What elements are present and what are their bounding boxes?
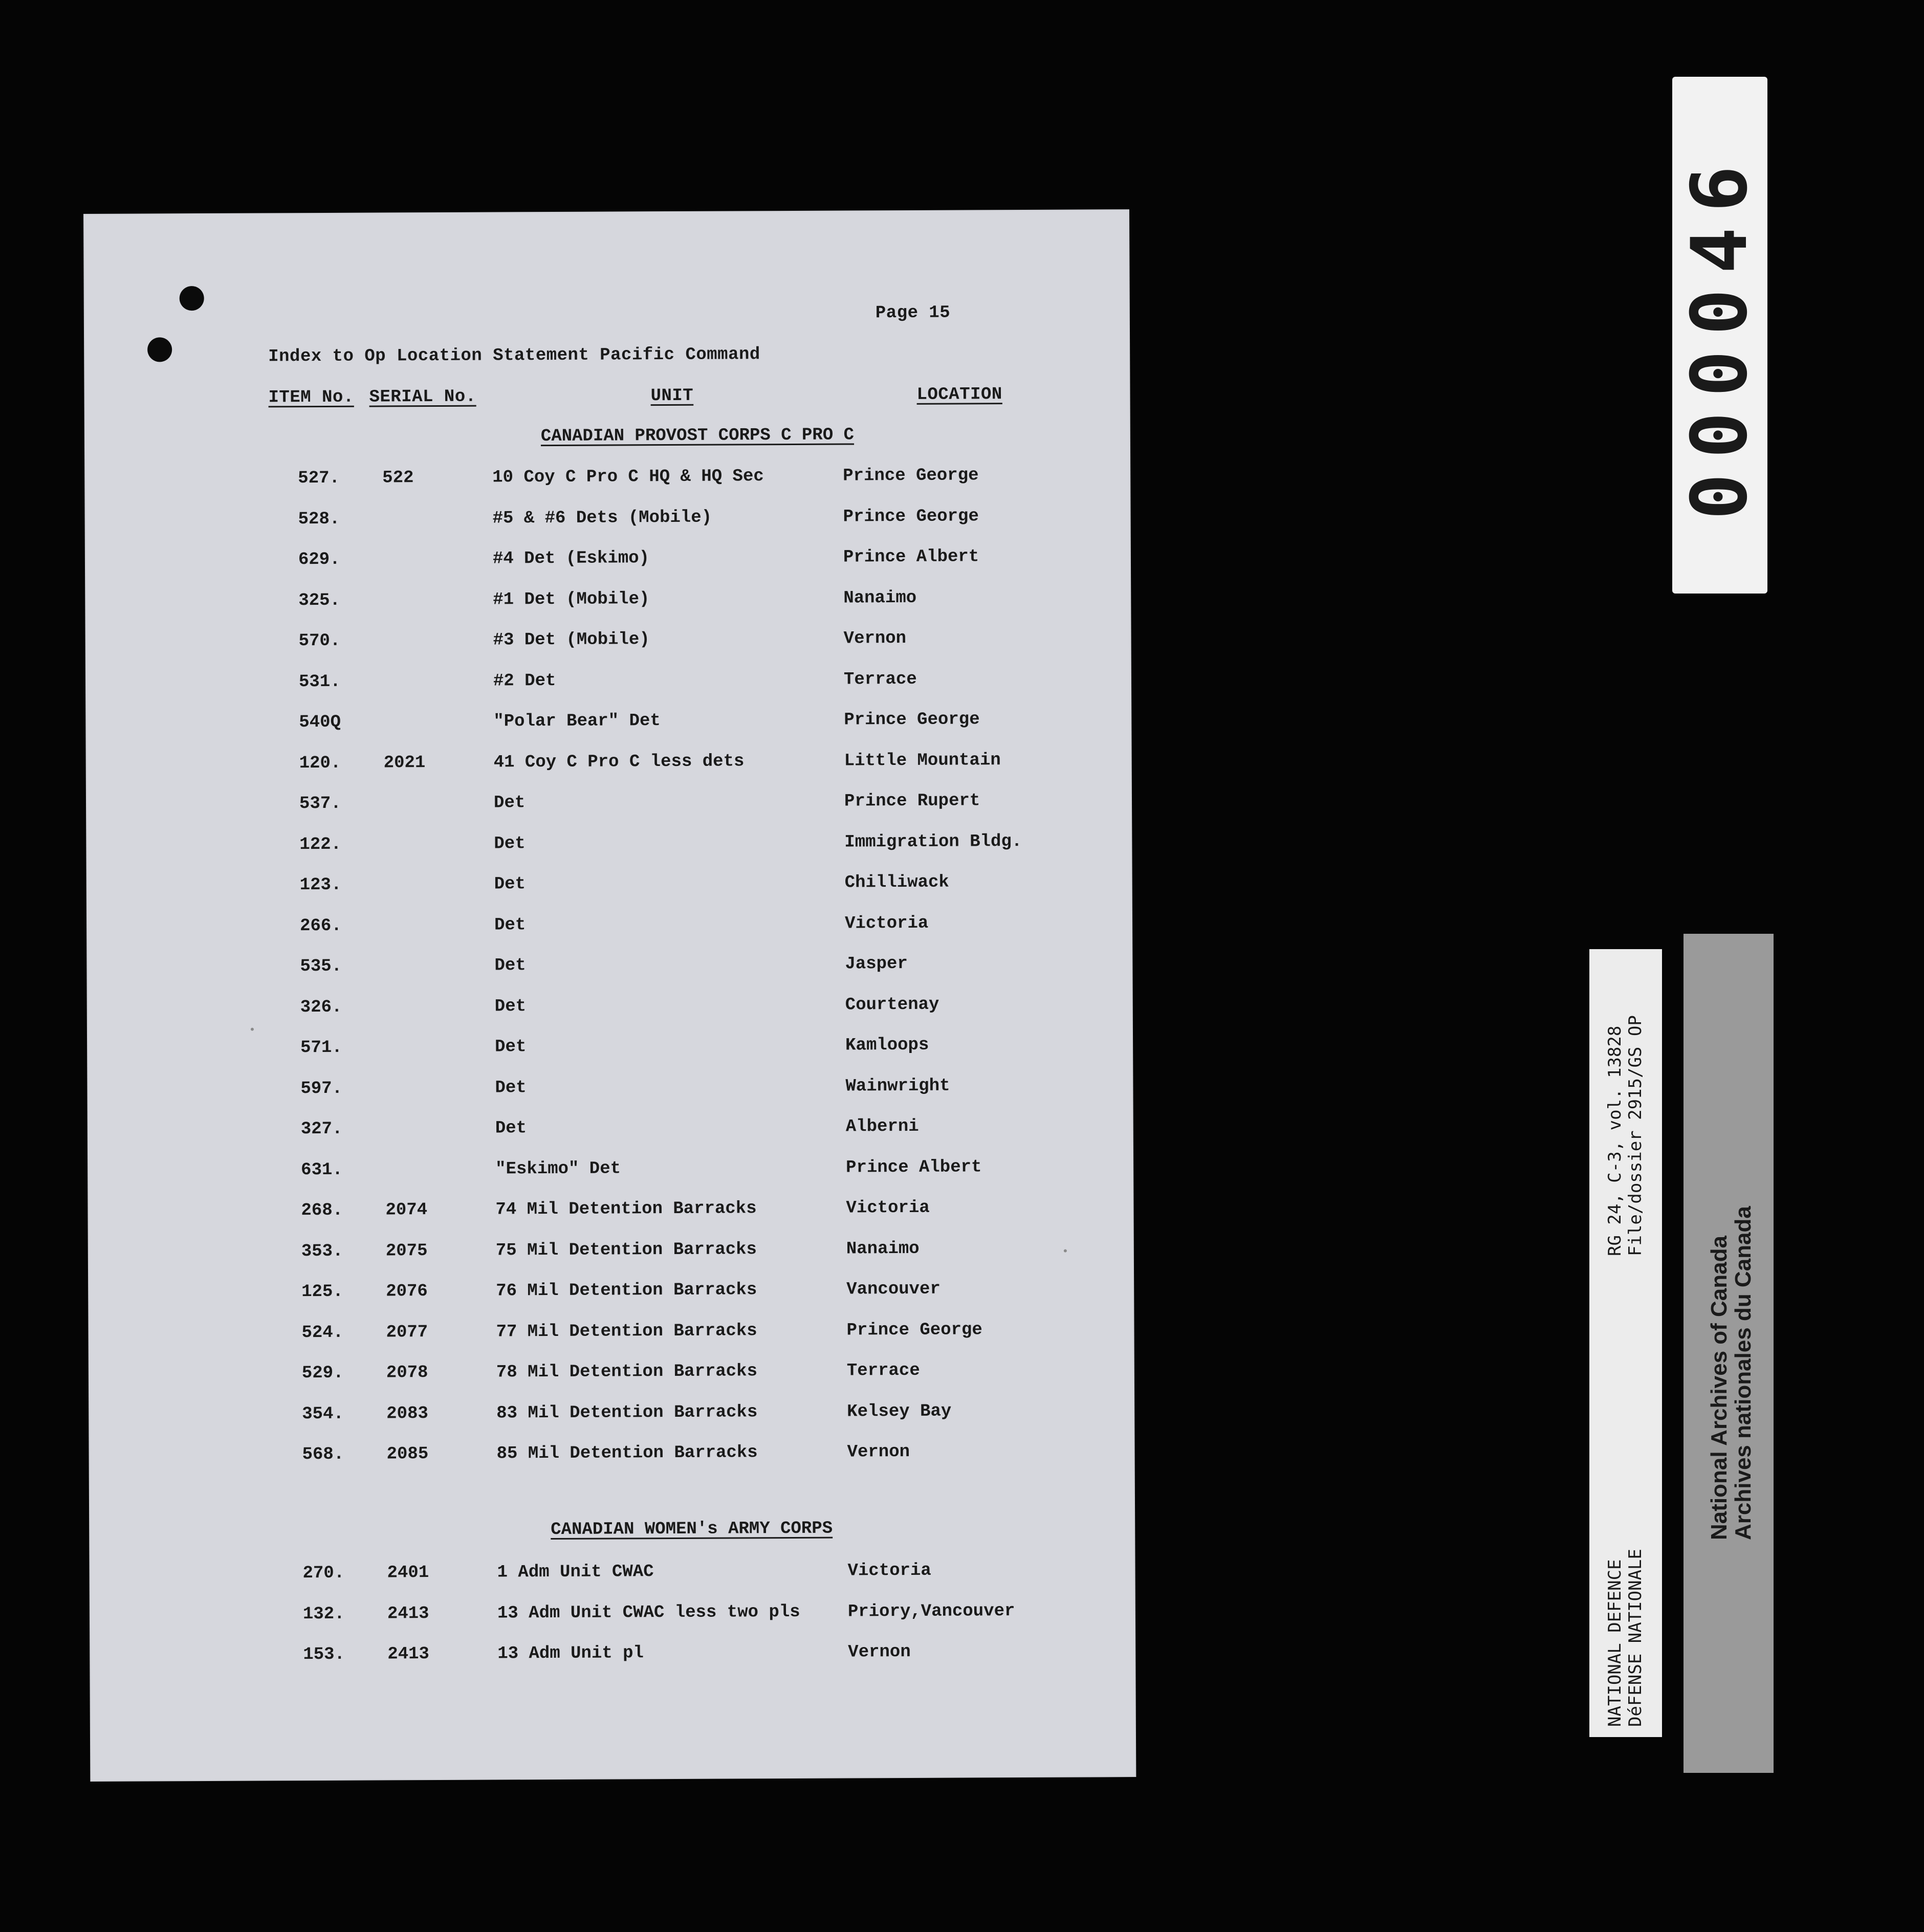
serial-number: 2021: [383, 753, 426, 773]
unit-name: 13 Adm Unit CWAC less two pls: [497, 1602, 800, 1623]
unit-name: 41 Coy C Pro C less dets: [493, 751, 745, 773]
item-number: 540Q: [299, 712, 341, 733]
unit-name: Det: [493, 793, 526, 813]
header-location: LOCATION: [916, 385, 1002, 405]
serial-number: 2083: [386, 1403, 428, 1423]
unit-name: Det: [494, 833, 526, 854]
table-row: [86, 506, 1130, 551]
item-number: 537.: [299, 794, 341, 814]
item-number: 631.: [301, 1160, 343, 1180]
location-name: Vernon: [847, 1442, 910, 1462]
provost-table: [85, 465, 1129, 1465]
table-row: [90, 1360, 1133, 1405]
header-serial-no: SERIAL No.: [369, 387, 476, 407]
item-number: 266.: [299, 916, 342, 936]
department-line: DéFENSE NATIONALE: [1625, 1549, 1646, 1727]
unit-name: #3 Det (Mobile): [493, 630, 650, 650]
table-row: [88, 1075, 1132, 1121]
unit-name: 1 Adm Unit CWAC: [497, 1562, 654, 1583]
item-number: 327.: [300, 1119, 343, 1139]
location-name: Kelsey Bay: [847, 1401, 952, 1422]
serial-number: 2077: [386, 1322, 428, 1342]
serial-number: 2078: [386, 1363, 428, 1383]
cwac-table: [91, 1560, 1134, 1665]
table-row: [86, 546, 1130, 591]
table-row: [85, 465, 1129, 510]
item-number: 270.: [302, 1563, 345, 1584]
archive-reference-label: [1589, 949, 1662, 1737]
location-name: Immigration Bldg.: [844, 831, 1022, 852]
item-number: 123.: [299, 875, 342, 895]
table-row: [89, 1197, 1132, 1242]
table-row: [91, 1560, 1134, 1605]
item-number: 122.: [299, 835, 342, 854]
frame-number-label: [1672, 77, 1767, 594]
location-name: Prince Albert: [843, 547, 979, 567]
location-name: Courtenay: [845, 995, 939, 1015]
table-row: [91, 1601, 1134, 1646]
serial-number: 2074: [385, 1200, 428, 1220]
table-row: [87, 750, 1131, 795]
document-page: [84, 210, 1135, 1781]
reference-line: File/dossier 2915/GS OP: [1625, 1015, 1646, 1256]
frame-number: 000046: [1675, 150, 1764, 520]
table-row: [88, 1035, 1132, 1080]
table-row: [88, 872, 1131, 917]
section-heading-cwac: CANADIAN WOMEN's ARMY CORPS: [551, 1519, 833, 1540]
serial-number: 522: [382, 468, 414, 488]
location-name: Kamloops: [845, 1035, 929, 1056]
location-name: Jasper: [845, 954, 908, 974]
location-name: Vernon: [843, 629, 907, 649]
location-name: Terrace: [843, 669, 917, 690]
unit-name: #4 Det (Eskimo): [492, 548, 650, 569]
item-number: 325.: [298, 590, 340, 610]
table-row: [88, 994, 1132, 1039]
unit-name: 77 Mil Detention Barracks: [496, 1321, 757, 1342]
unit-name: #5 & #6 Dets (Mobile): [492, 508, 712, 529]
table-row: [86, 587, 1130, 632]
table-row: [86, 669, 1130, 714]
location-name: Alberni: [845, 1116, 919, 1137]
dust-speck: [1064, 1249, 1067, 1253]
unit-name: 13 Adm Unit pl: [497, 1643, 644, 1664]
department-line: NATIONAL DEFENCE: [1605, 1559, 1625, 1727]
table-row: [90, 1401, 1133, 1446]
unit-name: Det: [494, 874, 526, 894]
location-name: Prince George: [843, 506, 979, 527]
location-name: Vernon: [848, 1642, 911, 1662]
location-name: Prince George: [844, 710, 980, 730]
item-number: 268.: [301, 1200, 343, 1221]
item-number: 354.: [302, 1404, 344, 1424]
location-name: Nanaimo: [846, 1239, 920, 1259]
unit-name: 85 Mil Detention Barracks: [496, 1443, 758, 1464]
location-name: Prince Rupert: [844, 791, 980, 811]
item-number: 153.: [303, 1644, 345, 1665]
item-number: 353.: [301, 1241, 343, 1261]
unit-name: Det: [494, 956, 526, 976]
unit-name: "Polar Bear" Det: [493, 711, 661, 732]
item-number: 527.: [298, 468, 340, 489]
table-row: [88, 953, 1131, 998]
table-row: [87, 831, 1131, 876]
serial-number: 2075: [385, 1241, 428, 1261]
document-title: Index to Op Location Statement Pacific Command: [268, 345, 760, 367]
punch-hole: [147, 337, 172, 362]
location-name: Little Mountain: [844, 750, 1001, 771]
item-number: 535.: [300, 956, 342, 977]
item-number: 529.: [301, 1363, 344, 1384]
table-row: [90, 1441, 1133, 1486]
item-number: 568.: [302, 1444, 344, 1465]
location-name: Prince George: [843, 466, 979, 486]
location-name: Victoria: [846, 1198, 930, 1218]
table-row: [86, 709, 1130, 754]
location-name: Nanaimo: [843, 588, 917, 608]
item-number: 125.: [301, 1282, 343, 1302]
item-number: 570.: [298, 631, 341, 651]
location-name: Priory,Vancouver: [847, 1601, 1015, 1622]
item-number: 120.: [299, 753, 341, 773]
table-row: [89, 1279, 1133, 1324]
dust-speck: [251, 1028, 254, 1031]
table-row: [89, 1320, 1133, 1365]
item-number: 629.: [298, 550, 340, 570]
serial-number: 2085: [386, 1444, 429, 1464]
unit-name: #1 Det (Mobile): [493, 589, 650, 610]
item-number: 132.: [302, 1604, 345, 1624]
serial-number: 2076: [386, 1282, 428, 1302]
table-row: [88, 913, 1131, 958]
archives-name-en: National Archives of Canada: [1707, 1236, 1732, 1540]
location-name: Vancouver: [846, 1279, 941, 1300]
table-row: [91, 1641, 1134, 1686]
unit-name: Det: [495, 1037, 527, 1057]
unit-name: 78 Mil Detention Barracks: [496, 1362, 758, 1382]
table-row: [89, 1157, 1132, 1202]
location-name: Chilliwack: [844, 872, 949, 893]
unit-name: Det: [495, 1078, 527, 1098]
unit-name: 74 Mil Detention Barracks: [495, 1199, 757, 1220]
unit-name: "Eskimo" Det: [495, 1158, 621, 1179]
section-heading-provost: CANADIAN PROVOST CORPS C PRO C: [540, 425, 855, 447]
unit-name: Det: [495, 1118, 527, 1138]
item-number: 571.: [300, 1038, 342, 1058]
national-archives-label: [1684, 934, 1774, 1773]
archives-name-fr: Archives nationales du Canada: [1731, 1206, 1756, 1540]
serial-number: 2401: [387, 1563, 429, 1583]
location-name: Victoria: [847, 1561, 931, 1581]
item-number: 597.: [300, 1079, 343, 1099]
item-number: 528.: [298, 509, 340, 529]
unit-name: 10 Coy C Pro C HQ & HQ Sec: [492, 467, 764, 488]
unit-name: 75 Mil Detention Barracks: [495, 1239, 757, 1261]
location-name: Terrace: [846, 1360, 920, 1381]
item-number: 531.: [298, 672, 341, 692]
item-number: 524.: [301, 1323, 344, 1343]
table-row: [89, 1116, 1132, 1161]
serial-number: 2413: [387, 1604, 429, 1623]
unit-name: 83 Mil Detention Barracks: [496, 1402, 758, 1423]
page-number: Page 15: [875, 303, 951, 323]
unit-name: 76 Mil Detention Barracks: [496, 1280, 757, 1301]
table-row: [89, 1238, 1133, 1283]
unit-name: Det: [494, 915, 526, 935]
location-name: Victoria: [844, 913, 929, 934]
table-row: [86, 628, 1130, 673]
reference-line: RG 24, C-3, vol. 13828: [1605, 1025, 1625, 1256]
location-name: Prince Albert: [846, 1157, 982, 1178]
punch-hole: [180, 286, 204, 311]
table-row: [87, 791, 1131, 836]
header-unit: UNIT: [650, 386, 694, 406]
location-name: Wainwright: [845, 1076, 950, 1096]
unit-name: Det: [494, 996, 527, 1017]
location-name: Prince George: [846, 1320, 982, 1341]
serial-number: 2413: [387, 1644, 429, 1664]
item-number: 326.: [300, 997, 342, 1017]
header-item-no: ITEM No.: [268, 387, 354, 408]
unit-name: #2 Det: [493, 671, 556, 691]
